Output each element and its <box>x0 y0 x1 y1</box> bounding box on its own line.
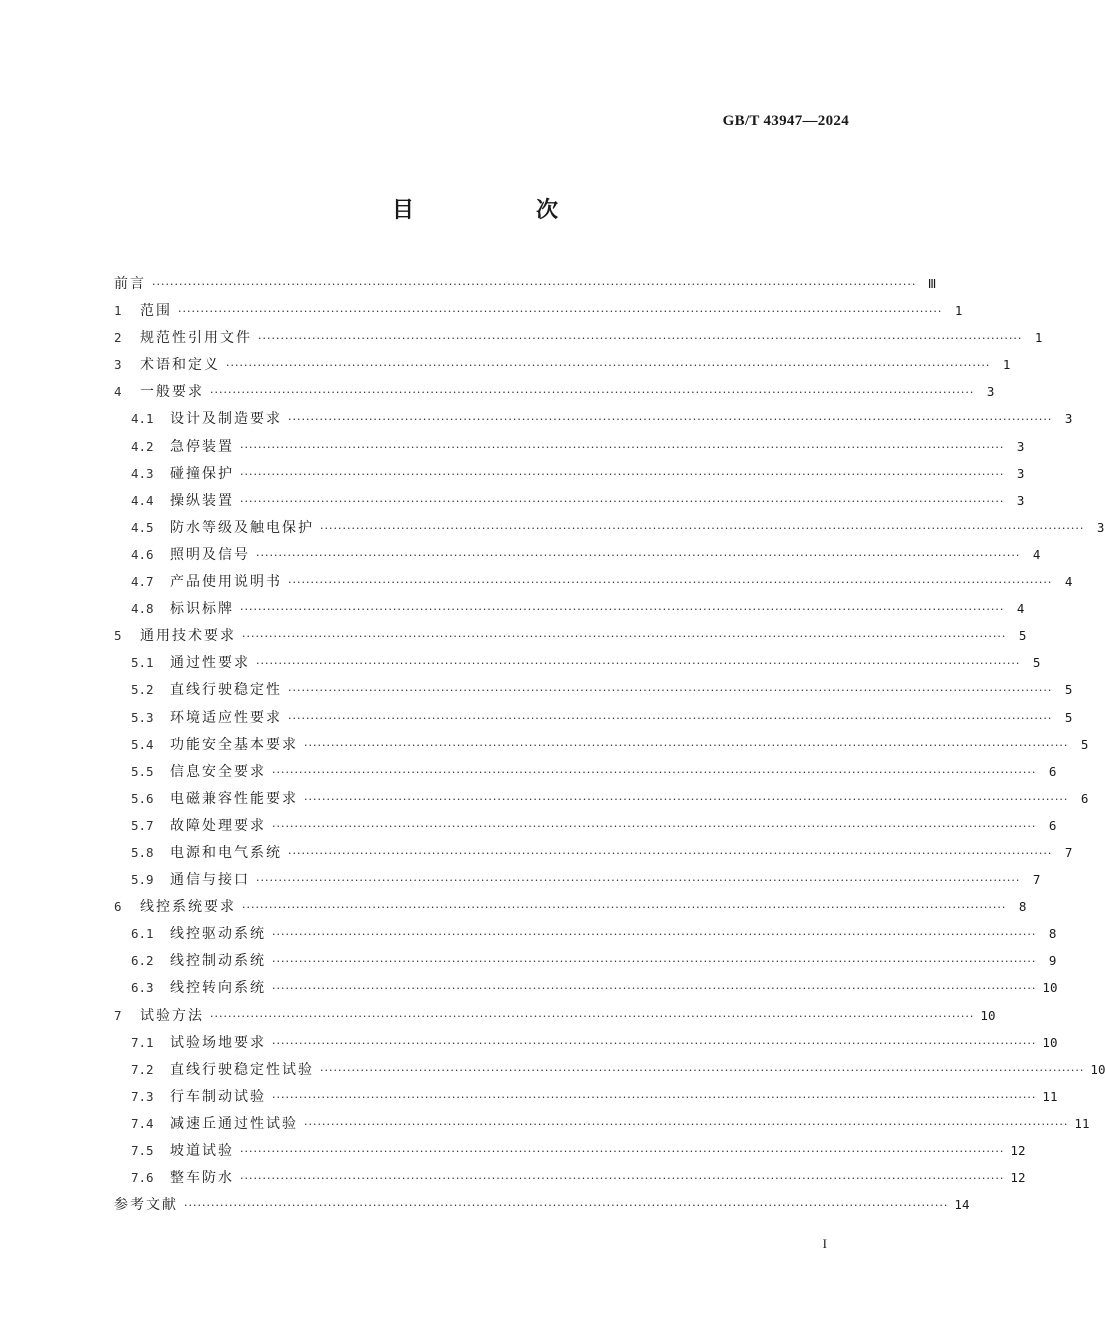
toc-entry[interactable] <box>114 893 1027 920</box>
toc-dot-leader: ·········································································································································································· <box>288 846 1053 860</box>
toc-entry-page: 6 <box>1048 763 1057 779</box>
toc-entry-page: 9 <box>1048 953 1057 969</box>
toc-entry[interactable] <box>114 649 1041 676</box>
toc-entry-title: 试验场地要求 <box>170 1034 266 1051</box>
toc-entry-title: 功能安全基本要求 <box>170 736 298 753</box>
toc-entry-page: 10 <box>1042 980 1058 996</box>
toc-entry-title: 急停装置 <box>170 438 234 455</box>
toc-entry-title: 整车防水 <box>170 1170 234 1187</box>
toc-dot-leader: ·········································································································································································· <box>240 494 1005 508</box>
toc-entry-title: 信息安全要求 <box>170 763 266 780</box>
toc-entry-number: 4.4 <box>131 492 154 508</box>
toc-dot-leader: ·········································································································································································· <box>256 657 1021 671</box>
toc-entry-title: 参考文献 <box>114 1197 178 1214</box>
toc-entry-number: 4.1 <box>131 411 154 427</box>
toc-entry-title: 线控系统要求 <box>140 899 236 916</box>
toc-entry-title: 线控转向系统 <box>170 980 266 997</box>
toc-dot-leader: ·········································································································································································· <box>320 1063 1085 1077</box>
toc-entry-number: 5.1 <box>131 655 154 671</box>
toc-entry-title: 前言 <box>114 276 146 292</box>
toc-entry-title: 通信与接口 <box>170 872 250 889</box>
toc-entry[interactable] <box>114 731 1089 758</box>
toc-entry-page: Ⅲ <box>927 276 937 291</box>
toc-entry-title: 直线行驶稳定性 <box>170 682 282 699</box>
toc-dot-leader: ·········································································································································································· <box>210 386 975 400</box>
toc-entry[interactable] <box>114 297 963 324</box>
toc-entry-title: 设计及制造要求 <box>170 411 282 428</box>
toc-entry[interactable] <box>114 514 1105 541</box>
toc-entry-page: 1 <box>1034 330 1043 346</box>
toc-entry-page: 3 <box>986 384 995 400</box>
toc-entry-number: 5.7 <box>131 817 154 833</box>
toc-entry-title: 防水等级及触电保护 <box>170 519 314 536</box>
toc-entry-page: 1 <box>1002 357 1011 373</box>
toc-dot-leader: ·········································································································································································· <box>272 928 1037 942</box>
toc-entry-page: 3 <box>1016 465 1025 481</box>
toc-entry-page: 12 <box>1010 1143 1026 1158</box>
toc-dot-leader: ·········································································································································································· <box>320 521 1085 535</box>
toc-entry[interactable] <box>114 704 1073 731</box>
toc-entry-number: 3 <box>114 357 122 373</box>
toc-entry[interactable] <box>114 1029 1058 1056</box>
toc-entry-page: 7 <box>1032 872 1041 888</box>
toc-entry-page: 3 <box>1016 492 1025 508</box>
toc-entry[interactable] <box>114 785 1089 812</box>
toc-entry[interactable] <box>114 676 1073 703</box>
toc-entry-number: 7.4 <box>131 1115 154 1131</box>
toc-entry-number: 7.3 <box>131 1088 154 1104</box>
toc-entry[interactable] <box>114 947 1057 974</box>
toc-entry-number: 7 <box>114 1007 122 1023</box>
toc-entry-page: 1 <box>954 303 963 319</box>
toc-entry-title: 直线行驶稳定性试验 <box>170 1061 314 1078</box>
toc-entry-number: 4 <box>114 384 122 400</box>
toc-dot-leader: ·········································································································································································· <box>272 955 1037 969</box>
toc-entry[interactable] <box>114 568 1073 595</box>
toc-entry-title: 标识标牌 <box>170 601 234 618</box>
toc-dot-leader: ·········································································································································································· <box>256 874 1021 888</box>
toc-dot-leader: ·········································································································································································· <box>240 467 1005 481</box>
toc-entry-title: 照明及信号 <box>170 546 250 563</box>
toc-entry[interactable] <box>114 812 1057 839</box>
toc-entry-title: 环境适应性要求 <box>170 709 282 726</box>
toc-entry[interactable] <box>114 595 1025 622</box>
toc-dot-leader: ·········································································································································································· <box>258 332 1023 346</box>
toc-entry[interactable] <box>114 1056 1105 1083</box>
toc-entry-page: 10 <box>1090 1061 1105 1077</box>
toc-dot-leader: ·········································································································································································· <box>184 1199 949 1213</box>
toc-dot-leader: ·········································································································································································· <box>288 711 1053 725</box>
toc-entry-title: 产品使用说明书 <box>170 574 282 591</box>
toc-entry-page: 5 <box>1064 709 1073 725</box>
toc-dot-leader: ·········································································································································································· <box>272 1036 1037 1050</box>
toc-entry-number: 7.5 <box>131 1143 154 1158</box>
toc-entry-number: 2 <box>114 330 122 346</box>
toc-entry-number: 5.8 <box>131 844 154 860</box>
toc-entry[interactable] <box>114 351 1011 378</box>
toc-entry[interactable] <box>114 324 1043 351</box>
toc-entry[interactable] <box>114 270 937 297</box>
toc-entry-page: 11 <box>1074 1115 1090 1131</box>
toc-dot-leader: ·········································································································································································· <box>240 1145 1005 1158</box>
toc-dot-leader: ·········································································································································································· <box>288 684 1053 698</box>
toc-dot-leader: ·········································································································································································· <box>256 548 1021 562</box>
toc-entry-page: 10 <box>980 1007 996 1023</box>
toc-entry[interactable] <box>114 487 1025 514</box>
toc-entry-title: 碰撞保护 <box>170 465 234 482</box>
toc-entry-page: 4 <box>1032 546 1041 562</box>
toc-entry-title: 试验方法 <box>140 1007 204 1024</box>
toc-entry[interactable] <box>114 1110 1090 1137</box>
toc-entry-page: 5 <box>1032 655 1041 671</box>
toc-entry-number: 5.2 <box>131 682 154 698</box>
toc-entry-page: 4 <box>1064 574 1073 590</box>
toc-entry-number: 4.5 <box>131 519 154 535</box>
toc-entry-title: 故障处理要求 <box>170 817 266 834</box>
toc-entry-number: 5.5 <box>131 763 154 779</box>
toc-dot-leader: ·········································································································································································· <box>288 413 1053 427</box>
toc-entry-page: 11 <box>1042 1088 1058 1104</box>
toc-entry-number: 6.1 <box>131 926 154 942</box>
toc-entry-title: 电源和电气系统 <box>170 844 282 861</box>
toc-entry-page: 4 <box>1016 601 1025 617</box>
toc-entry-title: 线控制动系统 <box>170 953 266 970</box>
toc-dot-leader: ·········································································································································································· <box>272 819 1037 833</box>
toc-dot-leader: ·········································································································································································· <box>240 1172 1005 1186</box>
toc-entry-title: 规范性引用文件 <box>140 330 252 347</box>
toc-entry[interactable] <box>114 920 1057 947</box>
toc-dot-leader: ·········································································································································································· <box>288 576 1053 590</box>
toc-entry-number: 4.2 <box>131 438 154 454</box>
toc-dot-leader: ·········································································································································································· <box>242 901 1007 915</box>
toc-entry[interactable] <box>114 1002 996 1029</box>
toc-entry[interactable] <box>114 758 1057 785</box>
toc-entry-title: 线控驱动系统 <box>170 926 266 943</box>
toc-entry-page: 12 <box>1010 1170 1026 1186</box>
toc-dot-leader: ·········································································································································································· <box>210 1009 975 1023</box>
toc-entry-number: 1 <box>114 303 122 319</box>
toc-entry[interactable] <box>114 460 1025 487</box>
table-of-contents <box>114 270 1105 1218</box>
toc-entry-number: 6.3 <box>131 980 154 996</box>
toc-entry[interactable] <box>114 1164 1026 1191</box>
toc-entry-page: 3 <box>1096 519 1105 535</box>
toc-entry-page: 6 <box>1080 790 1089 806</box>
toc-entry-page: 14 <box>954 1197 970 1213</box>
toc-entry-number: 4.3 <box>131 465 154 481</box>
toc-entry[interactable] <box>114 378 995 405</box>
toc-dot-leader: ·········································································································································································· <box>226 359 991 373</box>
toc-entry[interactable] <box>114 433 1025 460</box>
toc-entry-number: 5.3 <box>131 709 154 725</box>
toc-entry-page: 5 <box>1064 682 1073 698</box>
toc-entry-title: 通过性要求 <box>170 655 250 672</box>
toc-dot-leader: ·········································································································································································· <box>152 278 917 291</box>
toc-dot-leader: ·········································································································································································· <box>304 1117 1069 1131</box>
toc-entry[interactable] <box>114 866 1041 893</box>
toc-entry-number: 7.2 <box>131 1061 154 1077</box>
toc-entry[interactable] <box>114 622 1027 649</box>
toc-entry-page: 5 <box>1080 736 1089 752</box>
toc-title: 目 次 <box>391 198 608 223</box>
toc-entry-page: 5 <box>1018 628 1027 644</box>
toc-dot-leader: ·········································································································································································· <box>240 440 1005 454</box>
toc-entry-title: 术语和定义 <box>140 357 220 374</box>
toc-entry-page: 3 <box>1064 411 1073 427</box>
toc-entry-title: 操纵装置 <box>170 492 234 509</box>
toc-entry-page: 10 <box>1042 1034 1058 1050</box>
toc-dot-leader: ·········································································································································································· <box>272 982 1037 996</box>
toc-entry-title: 行车制动试验 <box>170 1088 266 1105</box>
toc-entry-number: 4.8 <box>131 601 154 617</box>
toc-dot-leader: ·········································································································································································· <box>272 765 1037 779</box>
toc-entry-page: 7 <box>1064 844 1073 860</box>
toc-entry[interactable] <box>114 541 1041 568</box>
toc-dot-leader: ·········································································································································································· <box>242 630 1007 644</box>
toc-entry-number: 4.7 <box>131 574 154 590</box>
toc-entry-title: 范围 <box>140 303 172 320</box>
toc-entry-number: 5.9 <box>131 872 154 888</box>
toc-entry-title: 电磁兼容性能要求 <box>170 790 298 807</box>
toc-entry-number: 6.2 <box>131 953 154 969</box>
toc-entry-page: 6 <box>1048 817 1057 833</box>
toc-entry-number: 6 <box>114 899 122 915</box>
page-folio: I <box>822 1236 827 1251</box>
toc-entry-number: 7.6 <box>131 1170 154 1186</box>
toc-dot-leader: ·········································································································································································· <box>304 792 1069 806</box>
toc-entry-page: 8 <box>1018 899 1027 915</box>
toc-entry-number: 5.6 <box>131 790 154 806</box>
toc-entry-number: 5.4 <box>131 736 154 752</box>
toc-entry-number: 7.1 <box>131 1034 154 1050</box>
toc-entry-title: 减速丘通过性试验 <box>170 1115 298 1132</box>
toc-entry[interactable] <box>114 839 1073 866</box>
toc-dot-leader: ·········································································································································································· <box>304 738 1069 752</box>
toc-dot-leader: ·········································································································································································· <box>178 305 943 319</box>
standard-code: GB/T 43947—2024 <box>722 113 849 129</box>
toc-entry[interactable] <box>114 974 1058 1001</box>
toc-entry-number: 5 <box>114 628 122 644</box>
toc-dot-leader: ·········································································································································································· <box>240 603 1005 617</box>
toc-entry[interactable] <box>114 1137 1026 1164</box>
toc-entry-title: 坡道试验 <box>170 1143 234 1159</box>
toc-entry-page: 8 <box>1048 926 1057 942</box>
toc-entry[interactable] <box>114 1083 1058 1110</box>
toc-entry-number: 4.6 <box>131 546 154 562</box>
toc-entry-title: 一般要求 <box>140 384 204 401</box>
toc-dot-leader: ·········································································································································································· <box>272 1090 1037 1104</box>
toc-entry[interactable] <box>114 1191 970 1218</box>
toc-entry-page: 3 <box>1016 438 1025 454</box>
toc-entry[interactable] <box>114 405 1073 432</box>
toc-entry-title: 通用技术要求 <box>140 628 236 645</box>
